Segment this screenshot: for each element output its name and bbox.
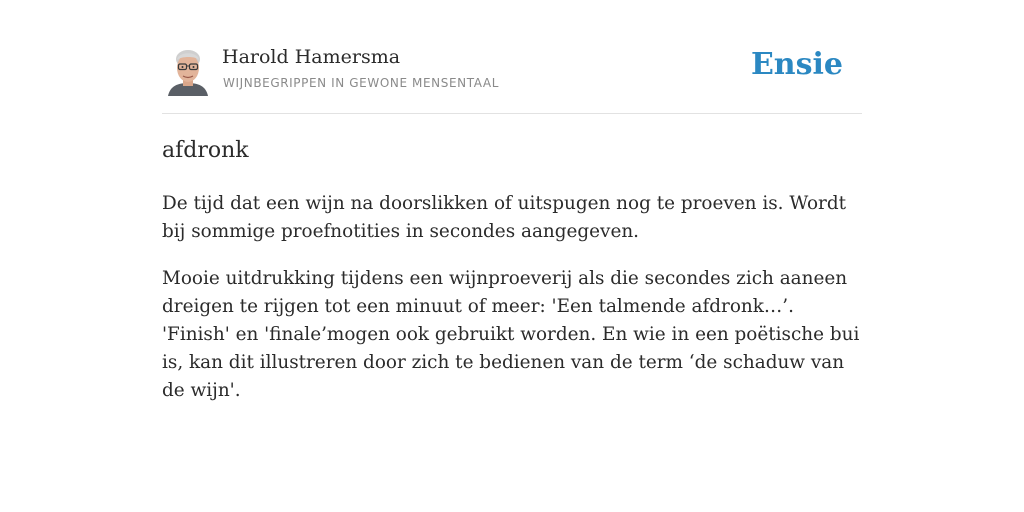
header: [162, 0, 862, 114]
brand-logo[interactable]: Ensie: [750, 47, 843, 82]
author-name[interactable]: Harold Hamersma: [222, 46, 401, 68]
entry-paragraph: De tijd dat een wijn na doorslikken of uitspugen nog te proeven is. Wordt bij sommige proefnotities in secondes aangegeven.: [162, 193, 847, 242]
entry-paragraph: Mooie uitdrukking tijdens een wijnproeverij als die secondes zich aaneen dreigen te rijgen tot een minuut of meer: 'Een talmende afdronk…’. 'Finish' en 'finale’mogen ook gebruikt worden. En wie in een poëtische bui is, kan dit illustreren door zich te bedienen van de term ‘de schaduw van de wijn'.: [162, 268, 860, 401]
author-avatar[interactable]: [166, 46, 210, 96]
entry-content: [162, 190, 862, 424]
entry-term: afdronk: [162, 138, 249, 163]
page-container: [162, 0, 862, 401]
author-subtitle: WIJNBEGRIPPEN IN GEWONE MENSENTAAL: [223, 76, 499, 90]
